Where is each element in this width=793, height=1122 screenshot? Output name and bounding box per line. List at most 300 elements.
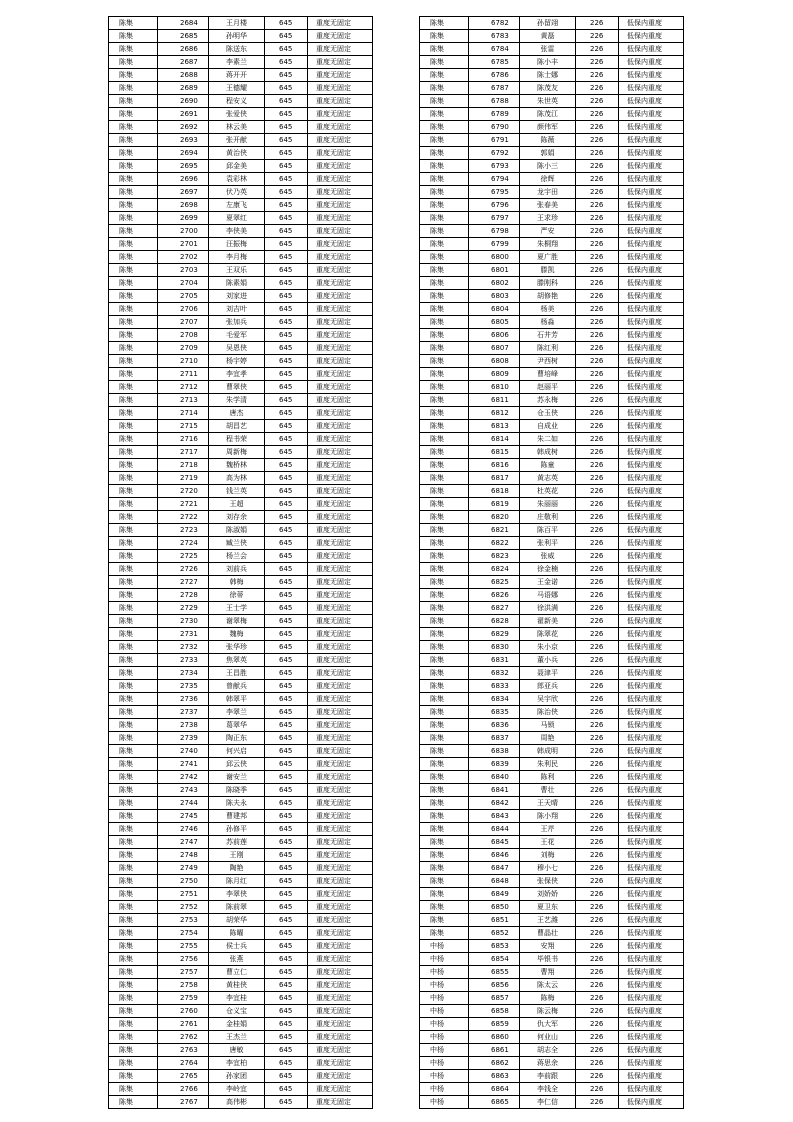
table-row <box>109 719 373 732</box>
amount-cell: 226 <box>576 407 619 420</box>
town-cell: 陈集 <box>420 524 469 537</box>
table-row <box>420 1096 684 1109</box>
category-cell: 重度无固定 <box>308 394 373 407</box>
amount-cell: 226 <box>576 771 619 784</box>
name-cell: 李素兰 <box>209 56 265 69</box>
number-cell: 6794 <box>469 173 520 186</box>
town-cell: 陈集 <box>109 355 158 368</box>
amount-cell: 226 <box>576 355 619 368</box>
name-cell: 刘前兵 <box>209 563 265 576</box>
name-cell: 安翔 <box>520 940 576 953</box>
category-cell: 重度无固定 <box>308 810 373 823</box>
amount-cell: 226 <box>576 1044 619 1057</box>
number-cell: 2756 <box>158 953 209 966</box>
number-cell: 2718 <box>158 459 209 472</box>
category-cell: 重度无固定 <box>308 17 373 30</box>
name-cell: 曹培峰 <box>520 368 576 381</box>
number-cell: 6791 <box>469 134 520 147</box>
amount-cell: 226 <box>576 875 619 888</box>
town-cell: 陈集 <box>420 823 469 836</box>
amount-cell: 645 <box>265 758 308 771</box>
table-row <box>420 589 684 602</box>
name-cell: 翟新美 <box>520 615 576 628</box>
table-row <box>109 693 373 706</box>
category-cell: 重度无固定 <box>308 1070 373 1083</box>
amount-cell: 645 <box>265 1005 308 1018</box>
table-row <box>420 459 684 472</box>
table-row <box>109 316 373 329</box>
table-row <box>109 277 373 290</box>
town-cell: 陈集 <box>420 914 469 927</box>
name-cell: 张春美 <box>520 199 576 212</box>
amount-cell: 226 <box>576 342 619 355</box>
table-row <box>109 602 373 615</box>
town-cell: 陈集 <box>109 953 158 966</box>
town-cell: 陈集 <box>420 485 469 498</box>
name-cell: 石井芳 <box>520 329 576 342</box>
town-cell: 中杨 <box>420 979 469 992</box>
town-cell: 陈集 <box>109 290 158 303</box>
category-cell: 低保内重度 <box>619 888 684 901</box>
number-cell: 2714 <box>158 407 209 420</box>
town-cell: 陈集 <box>109 849 158 862</box>
category-cell: 低保内重度 <box>619 914 684 927</box>
amount-cell: 226 <box>576 615 619 628</box>
category-cell: 重度无固定 <box>308 355 373 368</box>
town-cell: 陈集 <box>109 43 158 56</box>
name-cell: 陈利 <box>520 771 576 784</box>
name-cell: 王芹 <box>520 823 576 836</box>
amount-cell: 645 <box>265 979 308 992</box>
town-cell: 陈集 <box>420 537 469 550</box>
town-cell: 陈集 <box>109 979 158 992</box>
number-cell: 2700 <box>158 225 209 238</box>
name-cell: 朱学清 <box>209 394 265 407</box>
amount-cell: 226 <box>576 69 619 82</box>
amount-cell: 226 <box>576 524 619 537</box>
number-cell: 2709 <box>158 342 209 355</box>
table-row <box>420 121 684 134</box>
amount-cell: 226 <box>576 446 619 459</box>
category-cell: 低保内重度 <box>619 186 684 199</box>
category-cell: 低保内重度 <box>619 810 684 823</box>
table-row <box>109 368 373 381</box>
town-cell: 陈集 <box>420 329 469 342</box>
name-cell: 陈前翠 <box>209 901 265 914</box>
number-cell: 2751 <box>158 888 209 901</box>
table-row <box>420 641 684 654</box>
name-cell: 王德耀 <box>209 82 265 95</box>
town-cell: 陈集 <box>109 550 158 563</box>
table-row <box>109 927 373 940</box>
town-cell: 中杨 <box>420 966 469 979</box>
table-row <box>109 797 373 810</box>
town-cell: 中杨 <box>420 1057 469 1070</box>
number-cell: 6795 <box>469 186 520 199</box>
table-row <box>420 797 684 810</box>
number-cell: 6808 <box>469 355 520 368</box>
table-row <box>420 1005 684 1018</box>
town-cell: 陈集 <box>420 303 469 316</box>
category-cell: 重度无固定 <box>308 238 373 251</box>
amount-cell: 226 <box>576 472 619 485</box>
amount-cell: 226 <box>576 82 619 95</box>
table-row <box>109 537 373 550</box>
name-cell: 陶正东 <box>209 732 265 745</box>
name-cell: 龙宇田 <box>520 186 576 199</box>
category-cell: 低保内重度 <box>619 316 684 329</box>
amount-cell: 226 <box>576 641 619 654</box>
category-cell: 低保内重度 <box>619 550 684 563</box>
number-cell: 2737 <box>158 706 209 719</box>
number-cell: 2749 <box>158 862 209 875</box>
table-row <box>109 407 373 420</box>
table-row <box>420 810 684 823</box>
table-row <box>420 433 684 446</box>
category-cell: 重度无固定 <box>308 992 373 1005</box>
table-row <box>420 303 684 316</box>
category-cell: 重度无固定 <box>308 797 373 810</box>
town-cell: 陈集 <box>109 836 158 849</box>
town-cell: 中杨 <box>420 940 469 953</box>
name-cell: 林云美 <box>209 121 265 134</box>
town-cell: 陈集 <box>420 810 469 823</box>
town-cell: 陈集 <box>420 888 469 901</box>
name-cell: 陈曜 <box>209 927 265 940</box>
category-cell: 低保内重度 <box>619 56 684 69</box>
category-cell: 低保内重度 <box>619 459 684 472</box>
town-cell: 陈集 <box>420 459 469 472</box>
number-cell: 6856 <box>469 979 520 992</box>
table-row <box>109 615 373 628</box>
number-cell: 6809 <box>469 368 520 381</box>
town-cell: 陈集 <box>109 407 158 420</box>
number-cell: 6825 <box>469 576 520 589</box>
amount-cell: 226 <box>576 511 619 524</box>
table-row <box>420 238 684 251</box>
category-cell: 低保内重度 <box>619 1070 684 1083</box>
table-row <box>109 966 373 979</box>
number-cell: 2729 <box>158 602 209 615</box>
category-cell: 低保内重度 <box>619 251 684 264</box>
name-cell: 陈月红 <box>209 875 265 888</box>
number-cell: 6800 <box>469 251 520 264</box>
number-cell: 2743 <box>158 784 209 797</box>
town-cell: 陈集 <box>420 706 469 719</box>
name-cell: 严安 <box>520 225 576 238</box>
amount-cell: 226 <box>576 745 619 758</box>
number-cell: 2687 <box>158 56 209 69</box>
name-cell: 陈云梅 <box>520 1005 576 1018</box>
amount-cell: 645 <box>265 888 308 901</box>
amount-cell: 645 <box>265 43 308 56</box>
table-row <box>420 862 684 875</box>
category-cell: 低保内重度 <box>619 43 684 56</box>
table-row <box>109 576 373 589</box>
table-row <box>109 901 373 914</box>
amount-cell: 645 <box>265 355 308 368</box>
number-cell: 6844 <box>469 823 520 836</box>
number-cell: 6847 <box>469 862 520 875</box>
number-cell: 2708 <box>158 329 209 342</box>
category-cell: 低保内重度 <box>619 576 684 589</box>
number-cell: 2688 <box>158 69 209 82</box>
town-cell: 陈集 <box>420 394 469 407</box>
amount-cell: 645 <box>265 641 308 654</box>
table-row <box>109 849 373 862</box>
name-cell: 谢安兰 <box>209 771 265 784</box>
name-cell: 赵丽平 <box>520 381 576 394</box>
category-cell: 重度无固定 <box>308 264 373 277</box>
amount-cell: 645 <box>265 264 308 277</box>
table-row <box>109 862 373 875</box>
town-cell: 陈集 <box>109 368 158 381</box>
name-cell: 蒋开开 <box>209 69 265 82</box>
town-cell: 陈集 <box>420 134 469 147</box>
table-row <box>420 17 684 30</box>
name-cell: 黄志英 <box>520 472 576 485</box>
amount-cell: 645 <box>265 849 308 862</box>
town-cell: 陈集 <box>420 771 469 784</box>
category-cell: 低保内重度 <box>619 498 684 511</box>
town-cell: 中杨 <box>420 1005 469 1018</box>
number-cell: 6810 <box>469 381 520 394</box>
number-cell: 6815 <box>469 446 520 459</box>
amount-cell: 645 <box>265 160 308 173</box>
town-cell: 陈集 <box>420 680 469 693</box>
name-cell: 毕银书 <box>520 953 576 966</box>
table-row <box>420 602 684 615</box>
amount-cell: 226 <box>576 95 619 108</box>
number-cell: 6864 <box>469 1083 520 1096</box>
amount-cell: 645 <box>265 1057 308 1070</box>
number-cell: 2767 <box>158 1096 209 1109</box>
category-cell: 低保内重度 <box>619 160 684 173</box>
name-cell: 何兴启 <box>209 745 265 758</box>
table-row <box>109 485 373 498</box>
table-row <box>420 342 684 355</box>
category-cell: 低保内重度 <box>619 927 684 940</box>
category-cell: 重度无固定 <box>308 602 373 615</box>
name-cell: 曹壮 <box>520 784 576 797</box>
amount-cell: 645 <box>265 446 308 459</box>
table-row <box>420 576 684 589</box>
name-cell: 郭娟 <box>520 147 576 160</box>
table-row <box>109 355 373 368</box>
amount-cell: 645 <box>265 1083 308 1096</box>
category-cell: 重度无固定 <box>308 823 373 836</box>
number-cell: 2707 <box>158 316 209 329</box>
name-cell: 伏乃英 <box>209 186 265 199</box>
table-row <box>109 940 373 953</box>
amount-cell: 226 <box>576 758 619 771</box>
name-cell: 袁彩林 <box>209 173 265 186</box>
amount-cell: 645 <box>265 69 308 82</box>
table-row <box>420 550 684 563</box>
name-cell: 金桂娟 <box>209 1018 265 1031</box>
name-cell: 杨美 <box>520 303 576 316</box>
amount-cell: 645 <box>265 576 308 589</box>
category-cell: 低保内重度 <box>619 849 684 862</box>
category-cell: 低保内重度 <box>619 823 684 836</box>
town-cell: 陈集 <box>420 836 469 849</box>
town-cell: 陈集 <box>109 862 158 875</box>
table-row <box>420 277 684 290</box>
amount-cell: 226 <box>576 628 619 641</box>
number-cell: 2712 <box>158 381 209 394</box>
town-cell: 陈集 <box>109 888 158 901</box>
number-cell: 2762 <box>158 1031 209 1044</box>
category-cell: 低保内重度 <box>619 1057 684 1070</box>
town-cell: 陈集 <box>109 212 158 225</box>
number-cell: 2720 <box>158 485 209 498</box>
table-row <box>109 654 373 667</box>
town-cell: 陈集 <box>109 693 158 706</box>
town-cell: 陈集 <box>420 472 469 485</box>
town-cell: 陈集 <box>109 17 158 30</box>
table-row <box>109 784 373 797</box>
category-cell: 低保内重度 <box>619 602 684 615</box>
name-cell: 庄敬利 <box>520 511 576 524</box>
amount-cell: 226 <box>576 108 619 121</box>
amount-cell: 645 <box>265 147 308 160</box>
town-cell: 陈集 <box>420 290 469 303</box>
number-cell: 2703 <box>158 264 209 277</box>
category-cell: 低保内重度 <box>619 147 684 160</box>
table-row <box>109 43 373 56</box>
category-cell: 重度无固定 <box>308 225 373 238</box>
number-cell: 6803 <box>469 290 520 303</box>
number-cell: 6836 <box>469 719 520 732</box>
name-cell: 刘存余 <box>209 511 265 524</box>
table-row <box>420 43 684 56</box>
number-cell: 6783 <box>469 30 520 43</box>
amount-cell: 226 <box>576 1018 619 1031</box>
category-cell: 重度无固定 <box>308 719 373 732</box>
table-row <box>109 446 373 459</box>
number-cell: 6796 <box>469 199 520 212</box>
table-row <box>420 940 684 953</box>
number-cell: 6848 <box>469 875 520 888</box>
number-cell: 2740 <box>158 745 209 758</box>
number-cell: 2759 <box>158 992 209 1005</box>
town-cell: 陈集 <box>109 1057 158 1070</box>
table-row <box>420 1044 684 1057</box>
amount-cell: 645 <box>265 732 308 745</box>
amount-cell: 226 <box>576 43 619 56</box>
number-cell: 6831 <box>469 654 520 667</box>
name-cell: 穆小七 <box>520 862 576 875</box>
number-cell: 2732 <box>158 641 209 654</box>
number-cell: 2726 <box>158 563 209 576</box>
town-cell: 陈集 <box>420 654 469 667</box>
category-cell: 重度无固定 <box>308 680 373 693</box>
amount-cell: 645 <box>265 368 308 381</box>
category-cell: 低保内重度 <box>619 953 684 966</box>
town-cell: 陈集 <box>420 251 469 264</box>
amount-cell: 645 <box>265 680 308 693</box>
name-cell: 吴恩侠 <box>209 342 265 355</box>
number-cell: 2692 <box>158 121 209 134</box>
category-cell: 重度无固定 <box>308 927 373 940</box>
table-row <box>420 147 684 160</box>
town-cell: 陈集 <box>109 810 158 823</box>
name-cell: 曹立仁 <box>209 966 265 979</box>
table-row <box>109 225 373 238</box>
category-cell: 重度无固定 <box>308 732 373 745</box>
name-cell: 胡昌艺 <box>209 420 265 433</box>
amount-cell: 645 <box>265 823 308 836</box>
category-cell: 低保内重度 <box>619 238 684 251</box>
amount-cell: 645 <box>265 550 308 563</box>
table-row <box>420 875 684 888</box>
town-cell: 中杨 <box>420 953 469 966</box>
amount-cell: 226 <box>576 1096 619 1109</box>
number-cell: 6865 <box>469 1096 520 1109</box>
category-cell: 低保内重度 <box>619 394 684 407</box>
name-cell: 仓义宝 <box>209 1005 265 1018</box>
amount-cell: 645 <box>265 238 308 251</box>
table-row <box>109 628 373 641</box>
amount-cell: 645 <box>265 82 308 95</box>
table-row <box>420 134 684 147</box>
name-cell: 李宜桂 <box>209 992 265 1005</box>
name-cell: 陶艳 <box>209 862 265 875</box>
table-row <box>109 563 373 576</box>
name-cell: 刘娇娇 <box>520 888 576 901</box>
category-cell: 低保内重度 <box>619 30 684 43</box>
right-table <box>419 16 684 1109</box>
table-row <box>420 355 684 368</box>
table-row <box>109 199 373 212</box>
name-cell: 王昌胜 <box>209 667 265 680</box>
name-cell: 黄桂侠 <box>209 979 265 992</box>
number-cell: 6843 <box>469 810 520 823</box>
name-cell: 陈百平 <box>520 524 576 537</box>
category-cell: 低保内重度 <box>619 1005 684 1018</box>
category-cell: 重度无固定 <box>308 329 373 342</box>
number-cell: 2704 <box>158 277 209 290</box>
category-cell: 重度无固定 <box>308 628 373 641</box>
number-cell: 6799 <box>469 238 520 251</box>
name-cell: 王天晴 <box>520 797 576 810</box>
category-cell: 重度无固定 <box>308 433 373 446</box>
name-cell: 李宜孝 <box>209 368 265 381</box>
town-cell: 陈集 <box>109 173 158 186</box>
table-row <box>420 1031 684 1044</box>
amount-cell: 226 <box>576 992 619 1005</box>
table-row <box>420 290 684 303</box>
number-cell: 2727 <box>158 576 209 589</box>
category-cell: 重度无固定 <box>308 95 373 108</box>
town-cell: 陈集 <box>420 862 469 875</box>
number-cell: 6821 <box>469 524 520 537</box>
amount-cell: 645 <box>265 667 308 680</box>
number-cell: 6830 <box>469 641 520 654</box>
table-row <box>420 719 684 732</box>
number-cell: 6849 <box>469 888 520 901</box>
number-cell: 6813 <box>469 420 520 433</box>
number-cell: 2741 <box>158 758 209 771</box>
number-cell: 2735 <box>158 680 209 693</box>
amount-cell: 226 <box>576 381 619 394</box>
amount-cell: 645 <box>265 459 308 472</box>
category-cell: 低保内重度 <box>619 680 684 693</box>
amount-cell: 226 <box>576 1005 619 1018</box>
name-cell: 王艺潍 <box>520 914 576 927</box>
town-cell: 陈集 <box>109 615 158 628</box>
category-cell: 低保内重度 <box>619 472 684 485</box>
